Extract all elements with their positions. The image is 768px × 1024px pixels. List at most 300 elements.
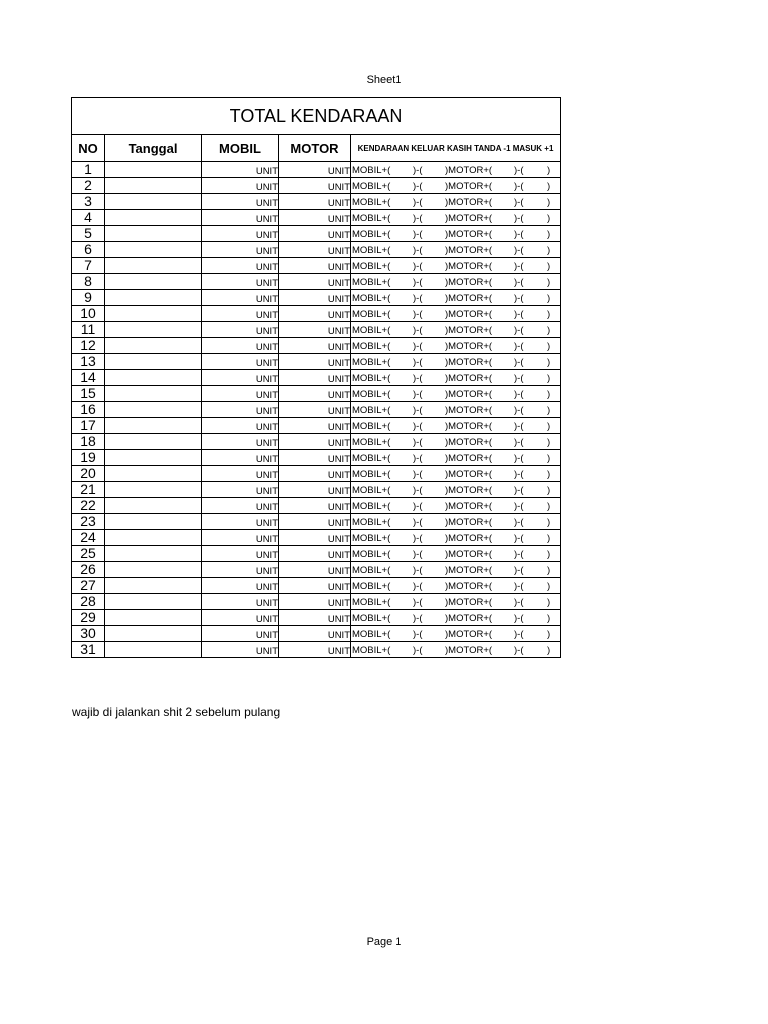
formula-segment: ) <box>547 181 551 192</box>
motor-unit-cell[interactable]: UNIT <box>279 178 351 194</box>
formula-segment: )MOTOR+( <box>445 581 493 592</box>
formula-segment: )MOTOR+( <box>445 389 493 400</box>
table-row <box>72 338 561 354</box>
formula-segment: )MOTOR+( <box>445 469 493 480</box>
keterangan-cell[interactable] <box>351 322 561 338</box>
table-row <box>72 418 561 434</box>
formula-segment: ) <box>547 341 551 352</box>
motor-unit-cell[interactable]: UNIT <box>279 370 351 386</box>
formula-segment: ) <box>547 645 551 656</box>
keterangan-cell[interactable] <box>351 210 561 226</box>
row-number: 27 <box>72 578 105 594</box>
formula-segment: )-( <box>514 325 524 336</box>
formula-segment: )-( <box>514 437 524 448</box>
formula-segment: ) <box>547 293 551 304</box>
table-row <box>72 482 561 498</box>
formula-segment: ) <box>547 197 551 208</box>
mobil-unit-cell[interactable]: UNIT <box>202 466 279 482</box>
motor-unit-cell[interactable]: UNIT <box>279 338 351 354</box>
tanggal-cell[interactable] <box>105 642 202 658</box>
mobil-unit-cell[interactable]: UNIT <box>202 194 279 210</box>
formula-segment: ) <box>547 325 551 336</box>
formula-segment: MOBIL+( <box>352 405 391 416</box>
formula-segment: MOBIL+( <box>352 181 391 192</box>
keterangan-cell[interactable] <box>351 466 561 482</box>
column-header-no: NO <box>72 135 105 162</box>
formula-segment: MOBIL+( <box>352 293 391 304</box>
tanggal-cell[interactable] <box>105 546 202 562</box>
tanggal-cell[interactable] <box>105 610 202 626</box>
table-row <box>72 594 561 610</box>
formula-segment: MOBIL+( <box>352 581 391 592</box>
row-number: 21 <box>72 482 105 498</box>
formula-segment: ) <box>547 245 551 256</box>
motor-unit-cell[interactable]: UNIT <box>279 482 351 498</box>
formula-segment: )MOTOR+( <box>445 645 493 656</box>
keterangan-cell[interactable] <box>351 642 561 658</box>
motor-unit-cell[interactable]: UNIT <box>279 546 351 562</box>
formula-segment: MOBIL+( <box>352 245 391 256</box>
formula-segment: ) <box>547 213 551 224</box>
column-header-mobil: MOBIL <box>202 135 279 162</box>
formula-segment: )-( <box>514 373 524 384</box>
tanggal-cell[interactable] <box>105 466 202 482</box>
formula-segment: ) <box>547 629 551 640</box>
formula-segment: MOBIL+( <box>352 261 391 272</box>
tanggal-cell[interactable] <box>105 178 202 194</box>
tanggal-cell[interactable] <box>105 354 202 370</box>
formula-segment: )-( <box>514 293 524 304</box>
mobil-unit-cell[interactable]: UNIT <box>202 642 279 658</box>
row-number: 4 <box>72 210 105 226</box>
formula-segment: )-( <box>413 549 423 560</box>
mobil-unit-cell[interactable]: UNIT <box>202 482 279 498</box>
row-number: 30 <box>72 626 105 642</box>
motor-unit-cell[interactable]: UNIT <box>279 258 351 274</box>
formula-segment: MOBIL+( <box>352 229 391 240</box>
row-number: 1 <box>72 162 105 178</box>
tanggal-cell[interactable] <box>105 626 202 642</box>
motor-unit-cell[interactable]: UNIT <box>279 194 351 210</box>
motor-unit-cell[interactable]: UNIT <box>279 466 351 482</box>
keterangan-cell[interactable] <box>351 370 561 386</box>
table-row <box>72 274 561 290</box>
row-number: 2 <box>72 178 105 194</box>
motor-unit-cell[interactable]: UNIT <box>279 450 351 466</box>
motor-unit-cell[interactable]: UNIT <box>279 306 351 322</box>
formula-segment: MOBIL+( <box>352 453 391 464</box>
formula-segment: )-( <box>514 453 524 464</box>
formula-segment: MOBIL+( <box>352 485 391 496</box>
tanggal-cell[interactable] <box>105 322 202 338</box>
formula-segment: MOBIL+( <box>352 357 391 368</box>
keterangan-cell[interactable] <box>351 530 561 546</box>
row-number: 20 <box>72 466 105 482</box>
tanggal-cell[interactable] <box>105 514 202 530</box>
formula-segment: )MOTOR+( <box>445 229 493 240</box>
motor-unit-cell[interactable]: UNIT <box>279 210 351 226</box>
mobil-unit-cell[interactable]: UNIT <box>202 562 279 578</box>
tanggal-cell[interactable] <box>105 562 202 578</box>
formula-segment: )-( <box>413 437 423 448</box>
formula-segment: )-( <box>413 261 423 272</box>
formula-segment: )-( <box>413 501 423 512</box>
formula-segment: )-( <box>514 549 524 560</box>
row-number: 5 <box>72 226 105 242</box>
formula-segment: )-( <box>514 165 524 176</box>
motor-unit-cell[interactable]: UNIT <box>279 386 351 402</box>
mobil-unit-cell[interactable]: UNIT <box>202 162 279 178</box>
keterangan-cell[interactable] <box>351 418 561 434</box>
table-row <box>72 466 561 482</box>
formula-segment: )MOTOR+( <box>445 325 493 336</box>
tanggal-cell[interactable] <box>105 258 202 274</box>
row-number: 3 <box>72 194 105 210</box>
formula-segment: )MOTOR+( <box>445 549 493 560</box>
formula-segment: )-( <box>514 261 524 272</box>
motor-unit-cell[interactable]: UNIT <box>279 594 351 610</box>
formula-segment: )-( <box>514 245 524 256</box>
tanggal-cell[interactable] <box>105 210 202 226</box>
mobil-unit-cell[interactable]: UNIT <box>202 578 279 594</box>
formula-segment: )-( <box>413 421 423 432</box>
keterangan-cell[interactable] <box>351 226 561 242</box>
table-row <box>72 546 561 562</box>
formula-segment: )MOTOR+( <box>445 165 493 176</box>
formula-segment: )-( <box>514 613 524 624</box>
mobil-unit-cell[interactable]: UNIT <box>202 370 279 386</box>
formula-segment: )MOTOR+( <box>445 597 493 608</box>
formula-segment: )-( <box>413 597 423 608</box>
keterangan-cell[interactable] <box>351 386 561 402</box>
mobil-unit-cell[interactable]: UNIT <box>202 450 279 466</box>
table-row <box>72 226 561 242</box>
formula-segment: MOBIL+( <box>352 197 391 208</box>
table-row <box>72 306 561 322</box>
keterangan-cell[interactable] <box>351 258 561 274</box>
keterangan-cell[interactable] <box>351 338 561 354</box>
mobil-unit-cell[interactable]: UNIT <box>202 226 279 242</box>
tanggal-cell[interactable] <box>105 578 202 594</box>
motor-unit-cell[interactable]: UNIT <box>279 434 351 450</box>
keterangan-cell[interactable] <box>351 162 561 178</box>
row-number: 17 <box>72 418 105 434</box>
formula-segment: ) <box>547 533 551 544</box>
formula-segment: )-( <box>413 181 423 192</box>
motor-unit-cell[interactable]: UNIT <box>279 354 351 370</box>
mobil-unit-cell[interactable]: UNIT <box>202 610 279 626</box>
formula-segment: )-( <box>514 181 524 192</box>
formula-segment: )-( <box>514 197 524 208</box>
row-number: 6 <box>72 242 105 258</box>
row-number: 8 <box>72 274 105 290</box>
tanggal-cell[interactable] <box>105 162 202 178</box>
tanggal-cell[interactable] <box>105 450 202 466</box>
formula-segment: )-( <box>514 421 524 432</box>
mobil-unit-cell[interactable]: UNIT <box>202 274 279 290</box>
formula-segment: ) <box>547 485 551 496</box>
tanggal-cell[interactable] <box>105 274 202 290</box>
formula-segment: )-( <box>514 565 524 576</box>
formula-segment: MOBIL+( <box>352 517 391 528</box>
keterangan-cell[interactable] <box>351 306 561 322</box>
formula-segment: MOBIL+( <box>352 437 391 448</box>
motor-unit-cell[interactable]: UNIT <box>279 162 351 178</box>
formula-segment: MOBIL+( <box>352 165 391 176</box>
formula-segment: ) <box>547 229 551 240</box>
formula-segment: ) <box>547 405 551 416</box>
tanggal-cell[interactable] <box>105 194 202 210</box>
motor-unit-cell[interactable]: UNIT <box>279 578 351 594</box>
table-row <box>72 354 561 370</box>
formula-segment: MOBIL+( <box>352 469 391 480</box>
row-number: 12 <box>72 338 105 354</box>
keterangan-cell[interactable] <box>351 482 561 498</box>
mobil-unit-cell[interactable]: UNIT <box>202 210 279 226</box>
row-number: 16 <box>72 402 105 418</box>
tanggal-cell[interactable] <box>105 226 202 242</box>
keterangan-cell[interactable] <box>351 354 561 370</box>
formula-segment: )MOTOR+( <box>445 261 493 272</box>
keterangan-cell[interactable] <box>351 242 561 258</box>
formula-segment: )-( <box>413 581 423 592</box>
tanggal-cell[interactable] <box>105 594 202 610</box>
formula-segment: )-( <box>514 581 524 592</box>
tanggal-cell[interactable] <box>105 386 202 402</box>
formula-segment: )MOTOR+( <box>445 245 493 256</box>
formula-segment: )-( <box>413 277 423 288</box>
tanggal-cell[interactable] <box>105 482 202 498</box>
formula-segment: )MOTOR+( <box>445 501 493 512</box>
table-row <box>72 402 561 418</box>
motor-unit-cell[interactable]: UNIT <box>279 530 351 546</box>
keterangan-cell[interactable] <box>351 578 561 594</box>
formula-segment: )MOTOR+( <box>445 405 493 416</box>
formula-segment: )MOTOR+( <box>445 373 493 384</box>
row-number: 29 <box>72 610 105 626</box>
motor-unit-cell[interactable]: UNIT <box>279 562 351 578</box>
table-row <box>72 642 561 658</box>
motor-unit-cell[interactable]: UNIT <box>279 498 351 514</box>
formula-segment: MOBIL+( <box>352 613 391 624</box>
row-number: 23 <box>72 514 105 530</box>
mobil-unit-cell[interactable]: UNIT <box>202 178 279 194</box>
column-header-keterangan: KENDARAAN KELUAR KASIH TANDA -1 MASUK +1 <box>351 135 561 162</box>
formula-segment: )MOTOR+( <box>445 341 493 352</box>
keterangan-cell[interactable] <box>351 514 561 530</box>
formula-segment: ) <box>547 517 551 528</box>
motor-unit-cell[interactable]: UNIT <box>279 402 351 418</box>
mobil-unit-cell[interactable]: UNIT <box>202 594 279 610</box>
tanggal-cell[interactable] <box>105 530 202 546</box>
row-number: 25 <box>72 546 105 562</box>
table-row <box>72 162 561 178</box>
motor-unit-cell[interactable]: UNIT <box>279 242 351 258</box>
mobil-unit-cell[interactable]: UNIT <box>202 514 279 530</box>
formula-segment: )-( <box>413 197 423 208</box>
mobil-unit-cell[interactable]: UNIT <box>202 434 279 450</box>
motor-unit-cell[interactable]: UNIT <box>279 274 351 290</box>
table-row <box>72 386 561 402</box>
keterangan-cell[interactable] <box>351 290 561 306</box>
formula-segment: )-( <box>413 213 423 224</box>
formula-segment: )MOTOR+( <box>445 213 493 224</box>
table-row <box>72 258 561 274</box>
formula-segment: )MOTOR+( <box>445 533 493 544</box>
formula-segment: ) <box>547 613 551 624</box>
formula-segment: )-( <box>514 533 524 544</box>
mobil-unit-cell[interactable]: UNIT <box>202 546 279 562</box>
keterangan-cell[interactable] <box>351 498 561 514</box>
mobil-unit-cell[interactable]: UNIT <box>202 290 279 306</box>
formula-segment: MOBIL+( <box>352 645 391 656</box>
formula-segment: )MOTOR+( <box>445 357 493 368</box>
formula-segment: )MOTOR+( <box>445 613 493 624</box>
mobil-unit-cell[interactable]: UNIT <box>202 322 279 338</box>
tanggal-cell[interactable] <box>105 370 202 386</box>
row-number: 9 <box>72 290 105 306</box>
mobil-unit-cell[interactable]: UNIT <box>202 418 279 434</box>
formula-segment: )MOTOR+( <box>445 565 493 576</box>
mobil-unit-cell[interactable]: UNIT <box>202 402 279 418</box>
table-row <box>72 322 561 338</box>
keterangan-cell[interactable] <box>351 274 561 290</box>
formula-segment: MOBIL+( <box>352 341 391 352</box>
motor-unit-cell[interactable]: UNIT <box>279 290 351 306</box>
formula-segment: )-( <box>514 213 524 224</box>
formula-segment: )-( <box>413 405 423 416</box>
formula-segment: )-( <box>413 613 423 624</box>
formula-segment: )-( <box>514 277 524 288</box>
formula-segment: )MOTOR+( <box>445 629 493 640</box>
formula-segment: MOBIL+( <box>352 565 391 576</box>
formula-segment: )MOTOR+( <box>445 309 493 320</box>
formula-segment: )-( <box>413 517 423 528</box>
tanggal-cell[interactable] <box>105 498 202 514</box>
table-row <box>72 530 561 546</box>
keterangan-cell[interactable] <box>351 610 561 626</box>
row-number: 11 <box>72 322 105 338</box>
row-number: 28 <box>72 594 105 610</box>
table-row <box>72 562 561 578</box>
keterangan-cell[interactable] <box>351 434 561 450</box>
note-text: wajib di jalankan shit 2 sebelum pulang <box>72 705 281 719</box>
formula-segment: ) <box>547 565 551 576</box>
tanggal-cell[interactable] <box>105 434 202 450</box>
mobil-unit-cell[interactable]: UNIT <box>202 498 279 514</box>
table-row <box>72 210 561 226</box>
mobil-unit-cell[interactable]: UNIT <box>202 626 279 642</box>
formula-segment: )-( <box>413 533 423 544</box>
formula-segment: )-( <box>413 309 423 320</box>
formula-segment: ) <box>547 437 551 448</box>
formula-segment: ) <box>547 597 551 608</box>
row-number: 31 <box>72 642 105 658</box>
formula-segment: )MOTOR+( <box>445 453 493 464</box>
table-row <box>72 242 561 258</box>
formula-segment: ) <box>547 261 551 272</box>
formula-segment: ) <box>547 453 551 464</box>
formula-segment: ) <box>547 309 551 320</box>
formula-segment: ) <box>547 389 551 400</box>
tanggal-cell[interactable] <box>105 338 202 354</box>
formula-segment: ) <box>547 165 551 176</box>
table-row <box>72 514 561 530</box>
formula-segment: ) <box>547 373 551 384</box>
motor-unit-cell[interactable]: UNIT <box>279 642 351 658</box>
formula-segment: )-( <box>514 229 524 240</box>
formula-segment: MOBIL+( <box>352 549 391 560</box>
formula-segment: MOBIL+( <box>352 389 391 400</box>
formula-segment: )-( <box>514 469 524 480</box>
formula-segment: )-( <box>413 565 423 576</box>
formula-segment: )-( <box>413 373 423 384</box>
keterangan-cell[interactable] <box>351 626 561 642</box>
formula-segment: )-( <box>413 469 423 480</box>
formula-segment: )-( <box>514 517 524 528</box>
keterangan-cell[interactable] <box>351 178 561 194</box>
keterangan-cell[interactable] <box>351 402 561 418</box>
motor-unit-cell[interactable]: UNIT <box>279 514 351 530</box>
mobil-unit-cell[interactable]: UNIT <box>202 386 279 402</box>
keterangan-cell[interactable] <box>351 562 561 578</box>
formula-segment: MOBIL+( <box>352 325 391 336</box>
table-title: TOTAL KENDARAAN <box>72 98 561 135</box>
formula-segment: )-( <box>413 341 423 352</box>
mobil-unit-cell[interactable]: UNIT <box>202 306 279 322</box>
row-number: 13 <box>72 354 105 370</box>
column-header-tanggal: Tanggal <box>105 135 202 162</box>
mobil-unit-cell[interactable]: UNIT <box>202 354 279 370</box>
table-row <box>72 194 561 210</box>
formula-segment: MOBIL+( <box>352 597 391 608</box>
row-number: 10 <box>72 306 105 322</box>
column-header-motor: MOTOR <box>279 135 351 162</box>
formula-segment: )-( <box>413 389 423 400</box>
formula-segment: ) <box>547 421 551 432</box>
formula-segment: )-( <box>413 325 423 336</box>
formula-segment: MOBIL+( <box>352 629 391 640</box>
motor-unit-cell[interactable]: UNIT <box>279 226 351 242</box>
keterangan-cell[interactable] <box>351 194 561 210</box>
motor-unit-cell[interactable]: UNIT <box>279 610 351 626</box>
row-number: 18 <box>72 434 105 450</box>
mobil-unit-cell[interactable]: UNIT <box>202 242 279 258</box>
tanggal-cell[interactable] <box>105 306 202 322</box>
formula-segment: )-( <box>413 245 423 256</box>
tanggal-cell[interactable] <box>105 242 202 258</box>
table-row <box>72 578 561 594</box>
tanggal-cell[interactable] <box>105 290 202 306</box>
motor-unit-cell[interactable]: UNIT <box>279 418 351 434</box>
mobil-unit-cell[interactable]: UNIT <box>202 530 279 546</box>
keterangan-cell[interactable] <box>351 546 561 562</box>
keterangan-cell[interactable] <box>351 594 561 610</box>
motor-unit-cell[interactable]: UNIT <box>279 322 351 338</box>
mobil-unit-cell[interactable]: UNIT <box>202 338 279 354</box>
tanggal-cell[interactable] <box>105 418 202 434</box>
formula-segment: ) <box>547 501 551 512</box>
table-row <box>72 498 561 514</box>
formula-segment: )-( <box>514 357 524 368</box>
mobil-unit-cell[interactable]: UNIT <box>202 258 279 274</box>
formula-segment: )-( <box>413 165 423 176</box>
row-number: 15 <box>72 386 105 402</box>
tanggal-cell[interactable] <box>105 402 202 418</box>
keterangan-cell[interactable] <box>351 450 561 466</box>
formula-segment: )-( <box>413 485 423 496</box>
motor-unit-cell[interactable]: UNIT <box>279 626 351 642</box>
